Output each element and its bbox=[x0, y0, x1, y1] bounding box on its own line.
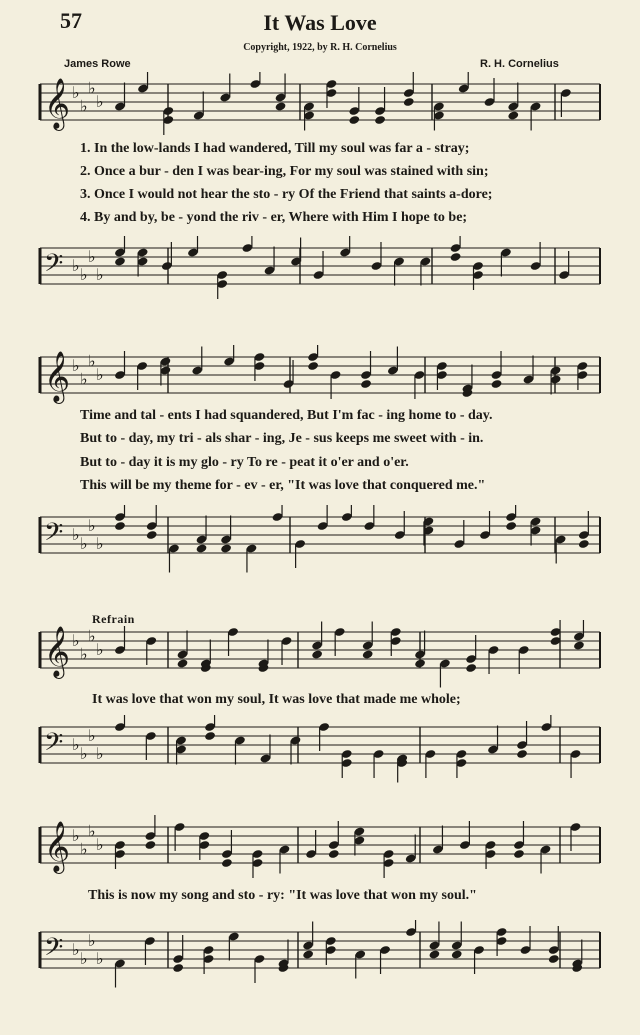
svg-text:♭: ♭ bbox=[72, 631, 80, 650]
refrain-label: Refrain bbox=[92, 612, 135, 626]
bass-staff-2 bbox=[0, 505, 640, 585]
svg-text:♭: ♭ bbox=[96, 744, 104, 763]
svg-text:♭: ♭ bbox=[88, 516, 96, 535]
svg-text:♭: ♭ bbox=[96, 640, 104, 659]
svg-text:♭: ♭ bbox=[72, 940, 80, 959]
svg-text:♭: ♭ bbox=[88, 626, 96, 646]
composer-credit: R. H. Cornelius bbox=[480, 58, 559, 70]
svg-text:♭: ♭ bbox=[80, 744, 88, 763]
svg-text:♭: ♭ bbox=[72, 83, 80, 102]
svg-text:𝄢: 𝄢 bbox=[44, 728, 64, 763]
svg-text:♭: ♭ bbox=[80, 534, 88, 553]
verse-3-line-b: But to - day it is my glo - ry To re - peat it o'er and o'er. bbox=[80, 455, 409, 470]
svg-text:♭: ♭ bbox=[88, 351, 96, 371]
svg-text:♭: ♭ bbox=[96, 92, 104, 111]
svg-text:𝄞: 𝄞 bbox=[44, 821, 71, 872]
verse-3-line-a: 3. Once I would not hear the sto - ry Of the Friend that saints a-dore; bbox=[80, 187, 493, 202]
svg-text:♭: ♭ bbox=[88, 931, 96, 950]
svg-text:♭: ♭ bbox=[80, 96, 88, 116]
verse-4-line-a: 4. By and by, be - yond the riv - er, Where with Him I hope to be; bbox=[80, 210, 468, 225]
svg-text:♭: ♭ bbox=[88, 78, 96, 98]
svg-text:♭: ♭ bbox=[72, 525, 80, 544]
svg-text:𝄞: 𝄞 bbox=[44, 626, 71, 677]
svg-text:𝄢: 𝄢 bbox=[44, 518, 64, 553]
hymn-title: It Was Love bbox=[263, 10, 377, 35]
lyricist-credit: James Rowe bbox=[64, 58, 131, 70]
treble-staff-1 bbox=[0, 72, 640, 152]
svg-text:♭: ♭ bbox=[96, 265, 104, 284]
page-number: 57 bbox=[60, 8, 82, 33]
verse-2-line-b: But to - day, my tri - als shar - ing, Je - sus keeps me sweet with - in. bbox=[80, 431, 484, 446]
svg-text:♭: ♭ bbox=[72, 256, 80, 275]
bass-staff-1 bbox=[0, 236, 640, 316]
svg-text:♭: ♭ bbox=[80, 265, 88, 284]
copyright-line: Copyright, 1922, by R. H. Cornelius bbox=[243, 42, 397, 53]
bass-staff-3 bbox=[0, 715, 640, 795]
svg-text:♭: ♭ bbox=[96, 949, 104, 968]
svg-text:𝄞: 𝄞 bbox=[44, 351, 71, 402]
svg-text:♭: ♭ bbox=[80, 949, 88, 968]
treble-staff-3 bbox=[0, 620, 640, 700]
svg-text:♭: ♭ bbox=[88, 726, 96, 745]
svg-text:♭: ♭ bbox=[72, 356, 80, 375]
svg-text:♭: ♭ bbox=[72, 735, 80, 754]
refrain-lyric-2: This is now my song and sto - ry: "It was love that won my soul." bbox=[88, 888, 477, 903]
svg-text:𝄢: 𝄢 bbox=[44, 933, 64, 968]
svg-text:♭: ♭ bbox=[80, 839, 88, 859]
verse-1-line-b: Time and tal - ents I had squandered, But I'm fac - ing home to - day. bbox=[80, 408, 493, 423]
verse-2-line-a: 2. Once a bur - den I was bear-ing, For my soul was stained with sin; bbox=[80, 164, 489, 179]
verse-1-line-a: 1. In the low-lands I had wandered, Till my soul was far a - stray; bbox=[80, 141, 470, 156]
bass-staff-4 bbox=[0, 920, 640, 1000]
refrain-lyric-1: It was love that won my soul, It was love that made me whole; bbox=[92, 692, 461, 707]
svg-text:𝄢: 𝄢 bbox=[44, 249, 64, 284]
svg-text:♭: ♭ bbox=[80, 369, 88, 389]
svg-text:♭: ♭ bbox=[96, 365, 104, 384]
svg-text:♭: ♭ bbox=[88, 247, 96, 266]
svg-text:♭: ♭ bbox=[96, 835, 104, 854]
svg-text:♭: ♭ bbox=[72, 826, 80, 845]
treble-staff-4 bbox=[0, 815, 640, 895]
svg-text:𝄞: 𝄞 bbox=[44, 78, 71, 129]
verse-4-line-b: This will be my theme for - ev - er, "It was love that conquered me." bbox=[80, 478, 486, 493]
svg-text:♭: ♭ bbox=[96, 534, 104, 553]
svg-text:♭: ♭ bbox=[88, 821, 96, 841]
svg-text:♭: ♭ bbox=[80, 644, 88, 664]
